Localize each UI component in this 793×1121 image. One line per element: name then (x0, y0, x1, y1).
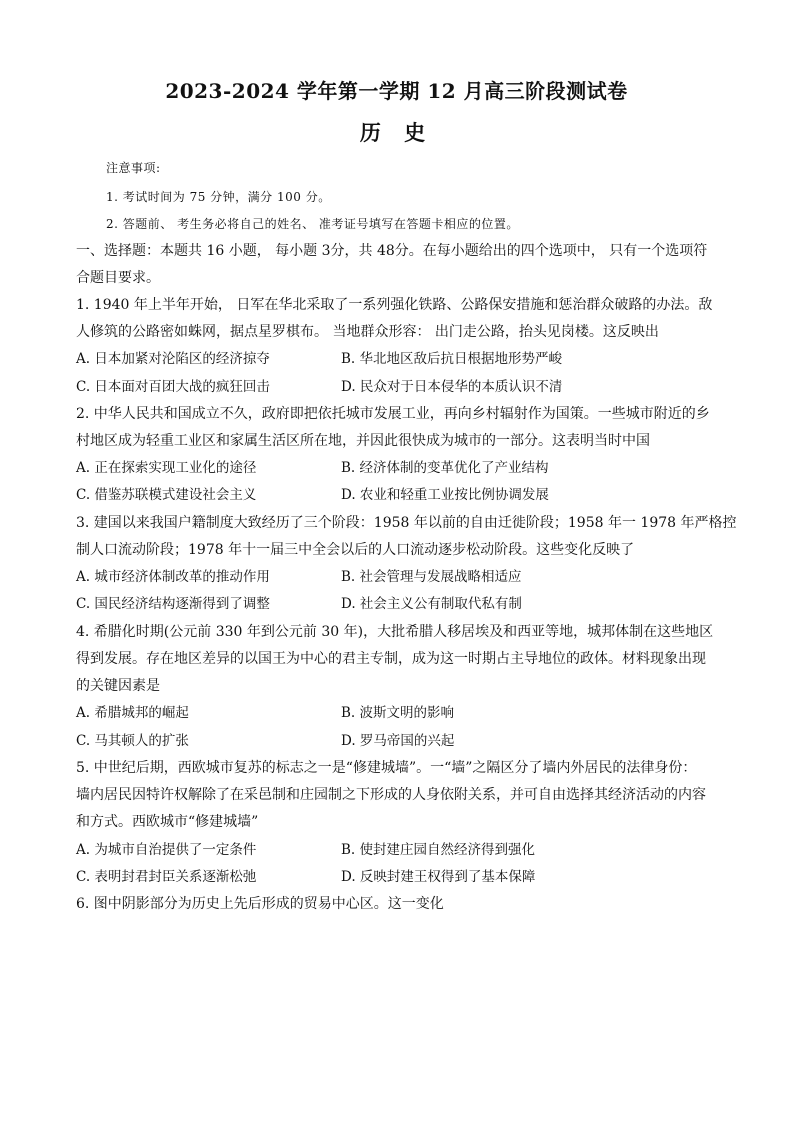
notice-item-2: 2. 答题前、 考生务必将自己的姓名、 准考证号填写在答题卡相应的位置。 (106, 217, 519, 231)
notice-item-1: 1. 考试时间为 75 分钟，满分 100 分。 (106, 190, 331, 204)
question-3-option-c: C. 国民经济结构逐渐得到了调整 (76, 596, 270, 612)
question-2-option-b: B. 经济体制的变革优化了产业结构 (341, 460, 549, 476)
question-4-option-b: B. 波斯文明的影响 (341, 705, 455, 721)
question-2-line-2: 村地区成为轻重工业区和家属生活区所在地，并因此很快成为城市的一部分。这表明当时中国 (76, 433, 650, 449)
question-3-option-a: A. 城市经济体制改革的推动作用 (76, 569, 270, 585)
section-instruction-line-1: 一、选择题：本题共 16 小题， 每小题 3分，共 48分。在每小题给出的四个选项中， 只有一个选项符 (76, 243, 708, 259)
question-2-option-d: D. 农业和轻重工业按比例协调发展 (341, 487, 549, 503)
question-4-option-d: D. 罗马帝国的兴起 (341, 733, 455, 749)
question-1-line-1: 1. 1940 年上半年开始， 日军在华北采取了一系列强化铁路、公路保安措施和惩治群众破路的办法。敌 (76, 297, 713, 313)
exam-title: 2023-2024 学年第一学期 12 月高三阶段测试卷 (165, 79, 628, 103)
question-1-option-b: B. 华北地区敌后抗日根据地形势严峻 (341, 351, 563, 367)
question-4-line-1: 4. 希腊化时期(公元前 330 年到公元前 30 年)，大批希腊人移居埃及和西亚等地，城邦体制在这些地区 (76, 624, 714, 640)
question-3-option-d: D. 社会主义公有制取代私有制 (341, 596, 522, 612)
question-4-option-c: C. 马其顿人的扩张 (76, 733, 189, 749)
question-5-line-3: 和方式。西欧城市“修建城墙” (76, 814, 259, 830)
question-2-option-a: A. 正在探索实现工业化的途径 (76, 460, 257, 476)
question-1-option-c: C. 日本面对百团大战的疯狂回击 (76, 379, 270, 395)
question-1-option-d: D. 民众对于日本侵华的本质认识不清 (341, 379, 563, 395)
question-3-line-1: 3. 建国以来我国户籍制度大致经历了三个阶段：1958 年以前的自由迁徙阶段；1958 年一 1978 年严格控 (76, 515, 737, 531)
question-5-line-1: 5. 中世纪后期，西欧城市复苏的标志之一是“修建城墙”。一“墙”之隔区分了墙内外居民的法律身份： (76, 760, 697, 776)
question-3-line-2: 制人口流动阶段；1978 年十一届三中全会以后的人口流动逐步松动阶段。这些变化反映了 (76, 542, 635, 558)
question-5-option-d: D. 反映封建王权得到了基本保障 (341, 869, 536, 885)
question-5-option-a: A. 为城市自治提供了一定条件 (76, 842, 257, 858)
question-1-option-a: A. 日本加紧对沦陷区的经济掠夺 (76, 351, 270, 367)
question-4-option-a: A. 希腊城邦的崛起 (76, 705, 189, 721)
question-5-option-c: C. 表明封君封臣关系逐渐松弛 (76, 869, 257, 885)
section-instruction-line-2: 合题目要求。 (76, 270, 160, 286)
question-2-line-1: 2. 中华人民共和国成立不久，政府即把依托城市发展工业，再向乡村辐射作为国策。一些城市附近的乡 (76, 406, 710, 422)
question-6-line-1: 6. 图中阴影部分为历史上先后形成的贸易中心区。这一变化 (76, 896, 444, 912)
question-5-option-b: B. 使封建庄园自然经济得到强化 (341, 842, 536, 858)
notice-heading: 注意事项: (106, 161, 161, 175)
question-4-line-2: 得到发展。存在地区差异的以国王为中心的君主专制，成为这一时期占主导地位的政体。材料现象出现 (76, 651, 706, 667)
question-4-line-3: 的关键因素是 (76, 678, 160, 694)
question-3-option-b: B. 社会管理与发展战略相适应 (341, 569, 522, 585)
question-2-option-c: C. 借鉴苏联模式建设社会主义 (76, 487, 257, 503)
question-1-line-2: 人修筑的公路密如蛛网，据点星罗棋布。 当地群众形容： 出门走公路，抬头见岗楼。这反映出 (76, 324, 659, 340)
question-5-line-2: 墙内居民因特许权解除了在采邑制和庄园制之下形成的人身依附关系，并可自由选择其经济活动的内容 (76, 787, 706, 803)
subject-title: 历 史 (359, 120, 434, 145)
